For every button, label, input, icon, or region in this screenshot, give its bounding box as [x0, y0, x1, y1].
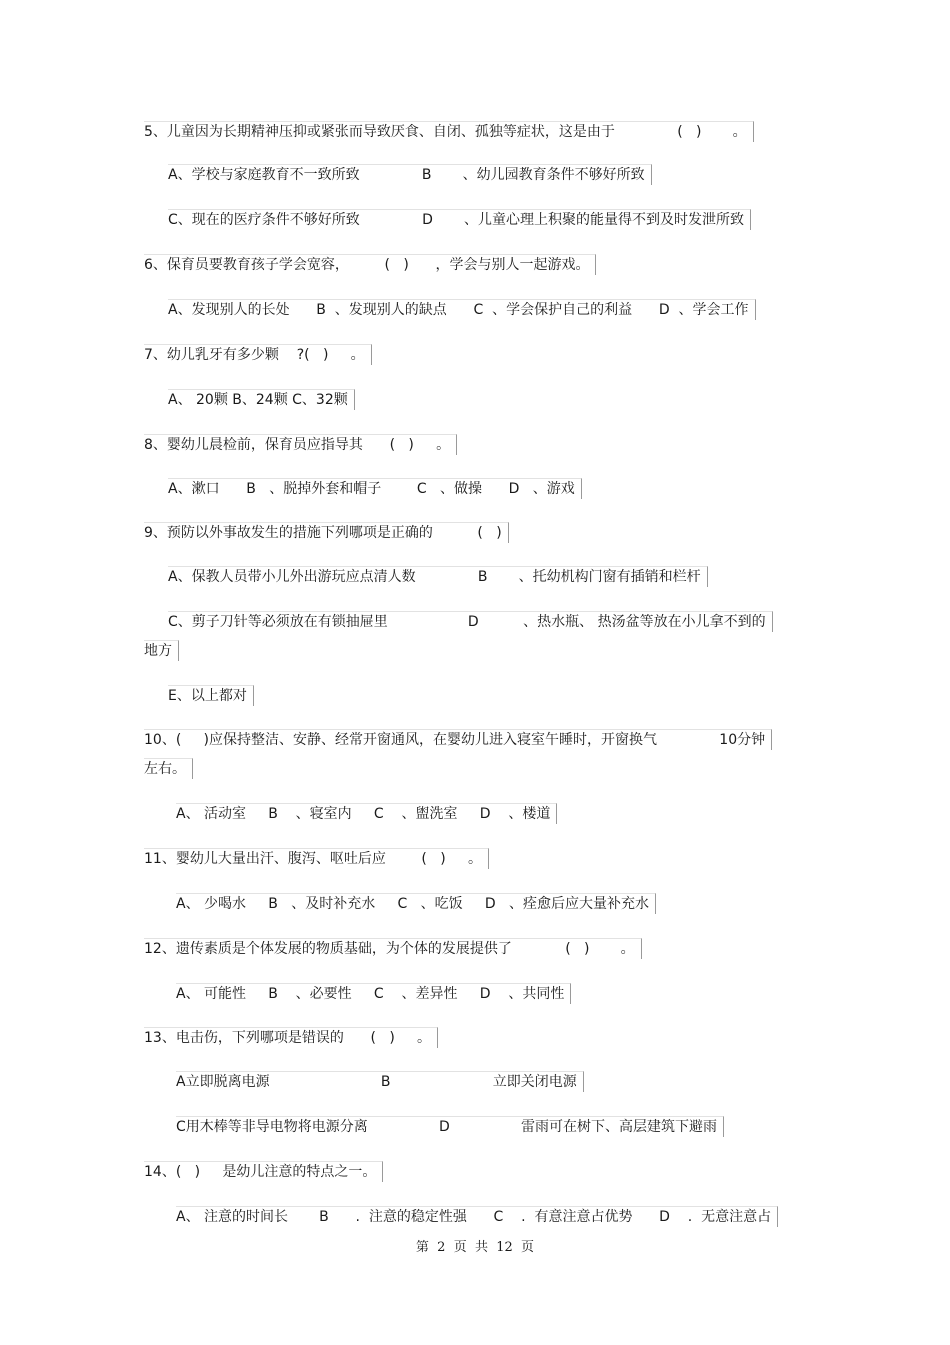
question-9-options-cd: C、剪子刀针等必须放在有锁抽屉里 D 、热水瓶、 热汤盆等放在小儿拿不到的 — [168, 611, 773, 632]
question-5-options-ab: A、学校与家庭教育不一致所致 B 、幼儿园教育条件不够好所致 — [168, 164, 652, 185]
question-14-stem: 14、( ) 是幼儿注意的特点之一。 — [144, 1161, 383, 1182]
question-5-options-cd: C、现在的医疗条件不够好所致 D 、儿童心理上积聚的能量得不到及时发泄所致 — [168, 209, 751, 230]
question-7-options: A、 20颗 B、24颗 C、32颗 — [168, 389, 355, 410]
question-13-options-cd: C用木棒等非导电物将电源分离 D 雷雨可在树下、高层建筑下避雨 — [176, 1116, 724, 1137]
question-11-options: A、 少喝水 B 、及时补充水 C 、吃饭 D 、痊愈后应大量补充水 — [176, 893, 656, 914]
question-9-stem: 9、预防以外事故发生的措施下列哪项是正确的 ( ) — [144, 522, 509, 543]
question-9-options-cd-continued: 地方 — [144, 640, 179, 661]
question-10-options: A、 活动室 B 、寝室内 C 、盥洗室 D 、楼道 — [176, 803, 557, 824]
question-12-options: A、 可能性 B 、必要性 C 、差异性 D 、共同性 — [176, 983, 571, 1004]
question-13-stem: 13、电击伤，下列哪项是错误的 ( ) 。 — [144, 1027, 438, 1048]
question-9-option-e: E、以上都对 — [168, 685, 254, 706]
question-12-stem: 12、遗传素质是个体发展的物质基础，为个体的发展提供了 ( ) 。 — [144, 938, 642, 959]
question-10-stem: 10、( )应保持整洁、安静、经常开窗通风，在婴幼儿进入寝室午睡时，开窗换气 10分钟 — [144, 729, 772, 750]
question-8-stem: 8、婴幼儿晨检前，保育员应指导其 ( ) 。 — [144, 434, 457, 455]
question-6-stem: 6、保育员要教育孩子学会宽容， ( ) ，学会与别人一起游戏。 — [144, 254, 596, 275]
question-8-options: A、漱口 B 、脱掉外套和帽子 C 、做操 D 、游戏 — [168, 478, 582, 499]
question-10-stem-continued: 左右。 — [144, 758, 193, 779]
question-5-stem: 5、儿童因为长期精神压抑或紧张而导致厌食、自闭、孤独等症状，这是由于 ( ) 。 — [144, 121, 754, 142]
question-13-options-ab: A立即脱离电源 B 立即关闭电源 — [176, 1071, 584, 1092]
page-footer: 第 2 页 共 12 页 — [415, 1240, 535, 1255]
question-14-options: A、 注意的时间长 B . 注意的稳定性强 C . 有意注意占优势 D . 无意注意占 — [176, 1206, 778, 1227]
question-9-options-ab: A、保教人员带小儿外出游玩应点清人数 B 、托幼机构门窗有插销和栏杆 — [168, 566, 708, 587]
question-7-stem: 7、幼儿乳牙有多少颗 ?( ) 。 — [144, 344, 372, 365]
question-6-options: A、发现别人的长处 B 、发现别人的缺点 C 、学会保护自己的利益 D 、学会工作 — [168, 299, 756, 320]
question-11-stem: 11、婴幼儿大量出汗、腹泻、呕吐后应 ( ) 。 — [144, 848, 489, 869]
